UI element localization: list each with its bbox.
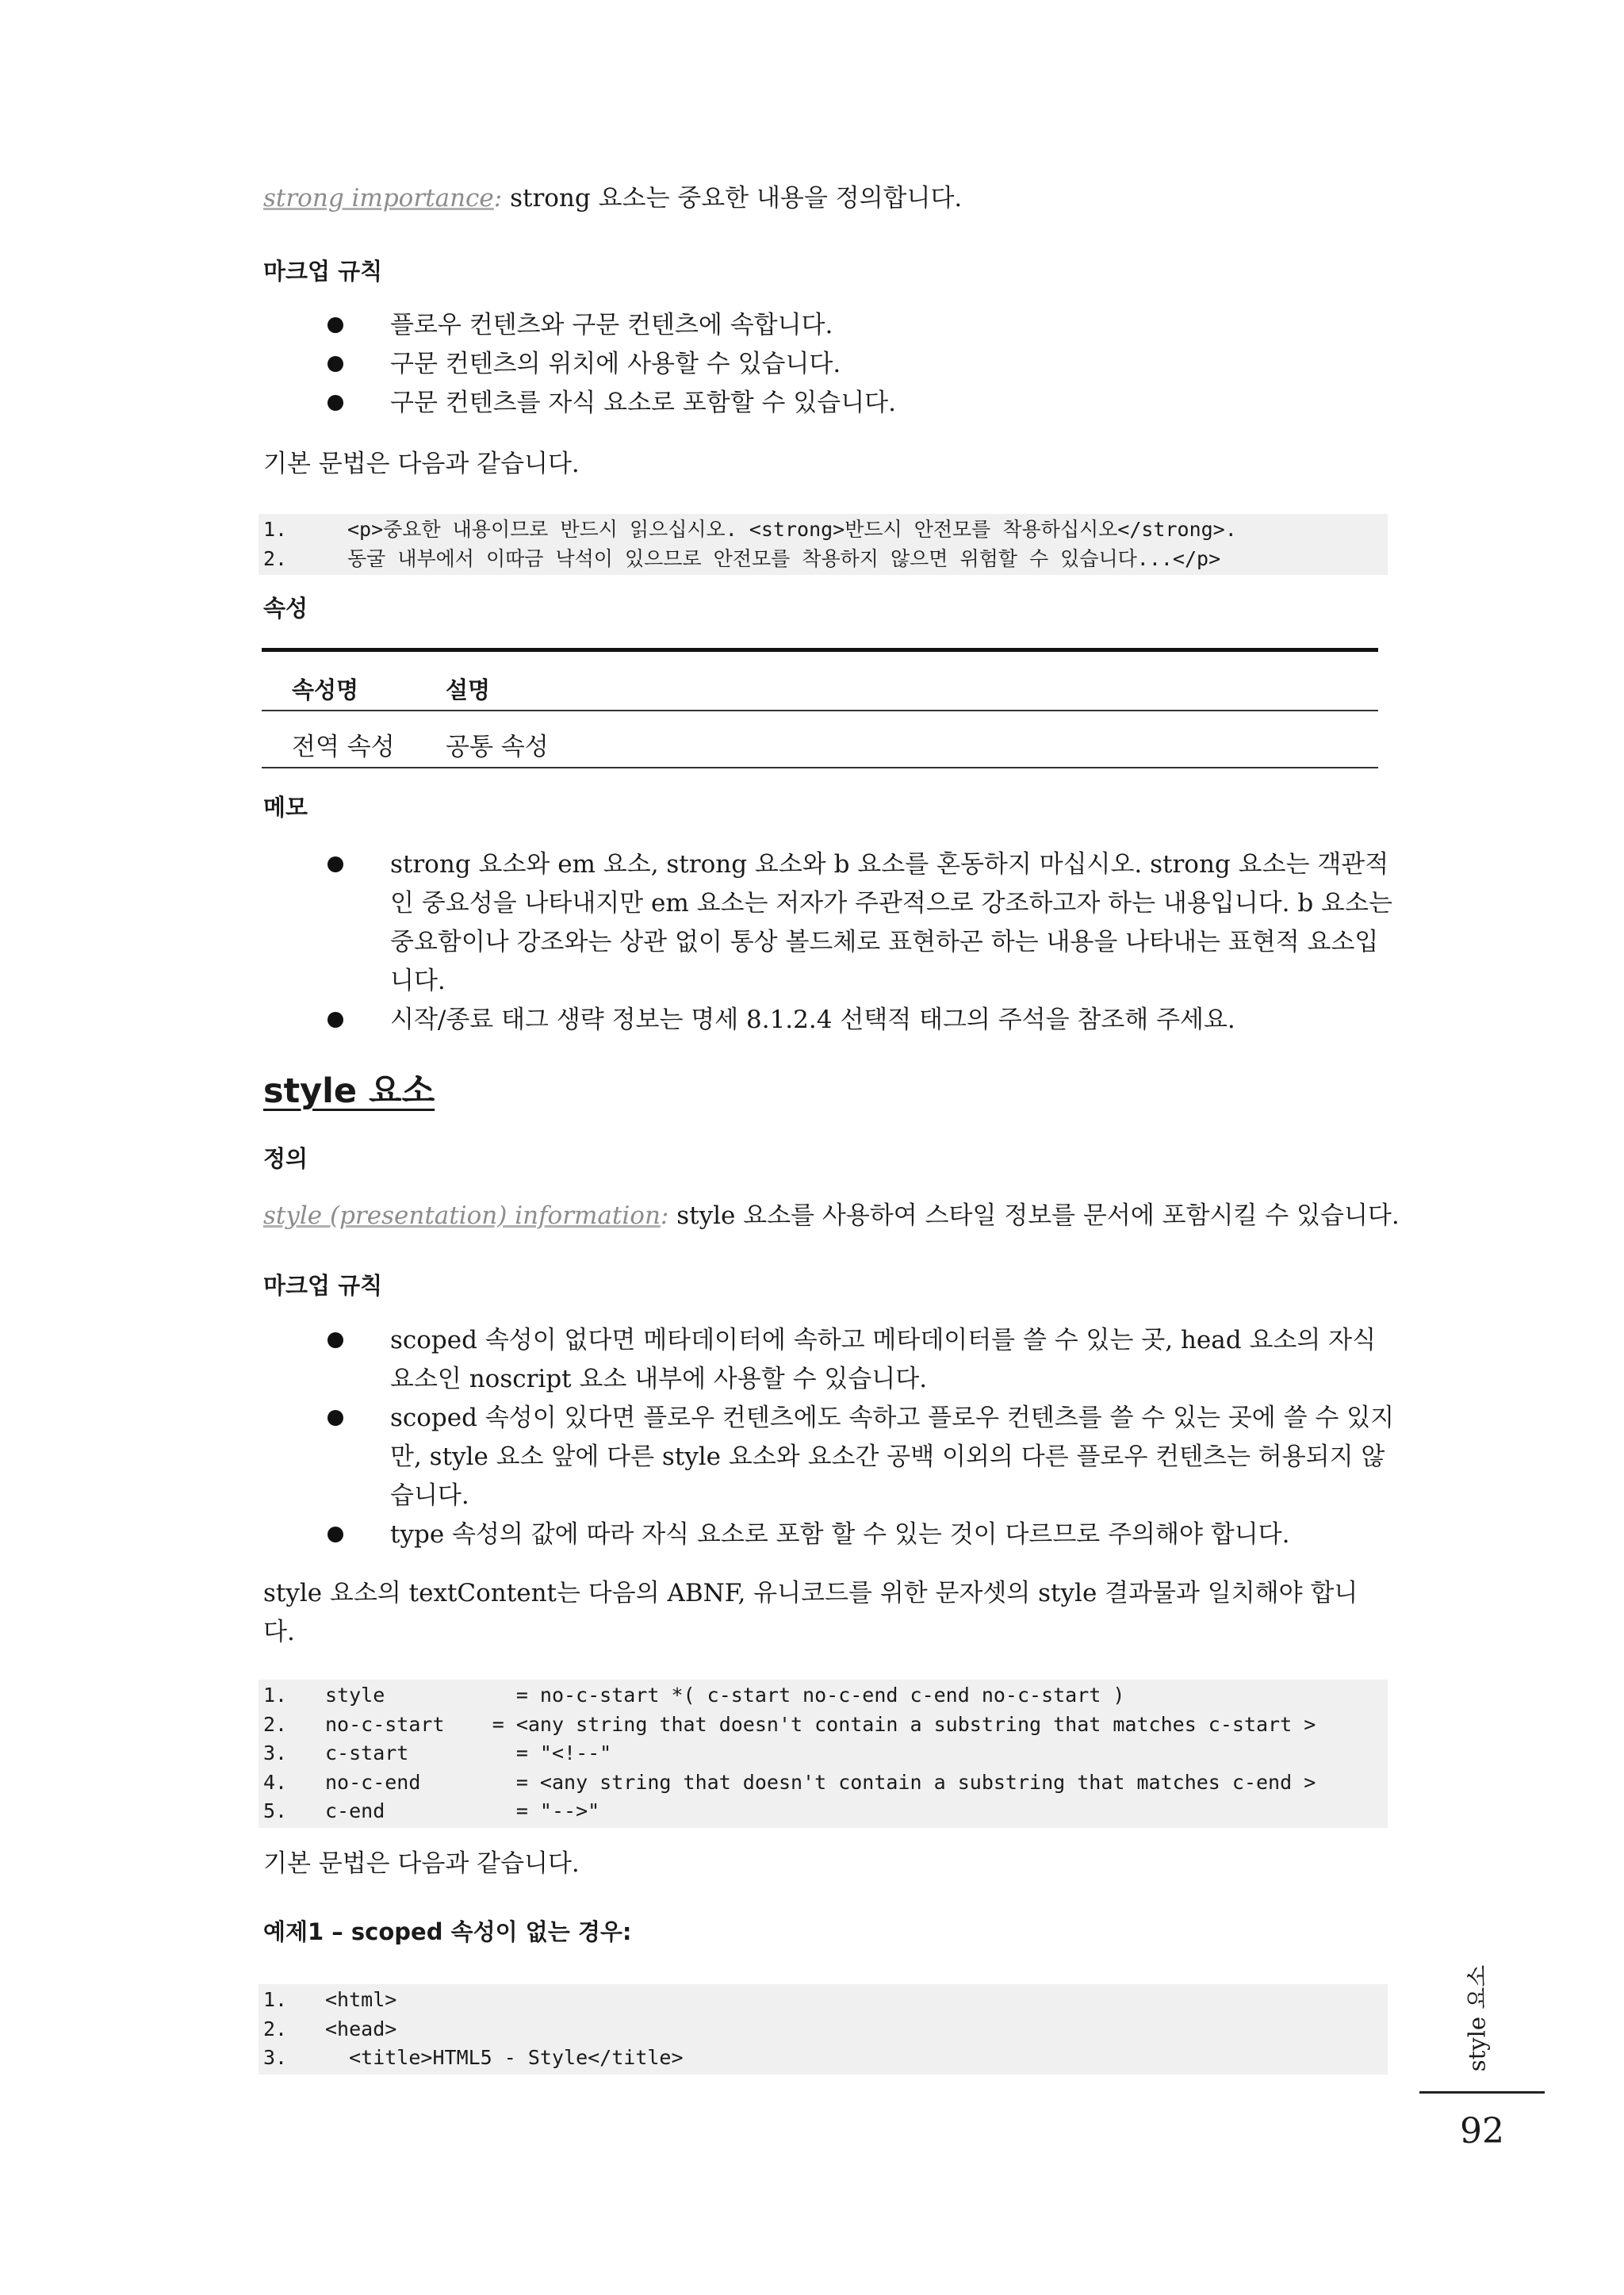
code-line: 5. c-end = "-->" bbox=[263, 1799, 600, 1822]
table-header-description: 설명 bbox=[446, 676, 491, 703]
bullet-icon bbox=[327, 856, 343, 872]
style-markup-heading: 마크업 규칙 bbox=[263, 1272, 383, 1299]
strong-memo-heading: 메모 bbox=[263, 794, 308, 821]
style-definition-heading: 정의 bbox=[263, 1145, 308, 1172]
table-bottom-rule bbox=[262, 767, 1378, 768]
bullet-icon bbox=[327, 317, 343, 333]
style-abnf-intro: style 요소의 textContent는 다음의 ABNF, 유니코드를 위한 문자셋의 style 결과물과 일치해야 합니다. bbox=[263, 1579, 1358, 1646]
strong-memo-list bbox=[317, 845, 1396, 1040]
code-line: 1. <html> bbox=[263, 1988, 397, 2011]
list-item: type 속성의 값에 따라 자식 요소로 포함 할 수 있는 것이 다르므로 주의해야 합니다. bbox=[317, 1515, 1396, 1554]
code-line: 2. 동굴 내부에서 이따금 낙석이 있으므로 안전모를 착용하지 않으면 위험할 수 있습니다...</p> bbox=[263, 546, 1221, 570]
code-line: 3. c-start = "<!--" bbox=[263, 1741, 612, 1764]
footer-rule bbox=[1419, 2091, 1545, 2094]
table-header-rule bbox=[262, 710, 1378, 711]
side-section-label-text: style 요소 bbox=[1463, 1964, 1491, 2072]
style-example-heading: 예제1 – scoped 속성이 없는 경우: bbox=[263, 1918, 632, 1945]
list-item: 플로우 컨텐츠와 구문 컨텐츠에 속합니다. bbox=[317, 306, 1396, 345]
bullet-icon bbox=[327, 1527, 343, 1542]
style-syntax-intro: 기본 문법은 다음과 같습니다. bbox=[263, 1849, 580, 1878]
code-line: 1. <p>중요한 내용이므로 반드시 읽으십시오. <strong>반드시 안전모를 착용하십시오</strong>. bbox=[263, 518, 1237, 541]
list-item: 구문 컨텐츠를 자식 요소로 포함할 수 있습니다. bbox=[317, 384, 1396, 423]
style-markup-rules bbox=[317, 1321, 1396, 1554]
strong-markup-rules bbox=[317, 306, 1396, 423]
bullet-icon bbox=[327, 1012, 343, 1028]
style-definition-colon: : bbox=[660, 1201, 669, 1230]
bullet-icon bbox=[327, 1410, 343, 1426]
code-line: 3. <title>HTML5 - Style</title> bbox=[263, 2046, 684, 2069]
strong-code-block bbox=[259, 514, 1388, 575]
strong-attributes-heading: 속성 bbox=[263, 595, 308, 622]
table-cell-description: 공통 속성 bbox=[446, 733, 549, 761]
bullet-icon bbox=[327, 356, 343, 372]
code-line: 2. <head> bbox=[263, 2017, 397, 2040]
style-definition bbox=[263, 1198, 1400, 1233]
list-item: 구문 컨텐츠의 위치에 사용할 수 있습니다. bbox=[317, 345, 1396, 384]
style-section-title: style 요소 bbox=[263, 1071, 435, 1111]
strong-definition bbox=[263, 181, 962, 216]
list-item: 시작/종료 태그 생략 정보는 명세 8.1.2.4 선택적 태그의 주석을 참조해 주세요. bbox=[317, 1001, 1396, 1040]
table-header-name: 속성명 bbox=[292, 676, 359, 703]
list-item: strong 요소와 em 요소, strong 요소와 b 요소를 혼동하지 마십시오. strong 요소는 객관적인 중요성을 나타내지만 em 요소는 저자가 주관적으로 강조하고자 하는 내용입니다. b 요소는 중요함이나 강조와는 상관 없이 통상 볼드체로 표현하곤 하는 내용을 나타내는 표현적 요소입니다. bbox=[317, 845, 1396, 1001]
style-definition-term: style (presentation) information bbox=[263, 1201, 661, 1230]
page-number: 92 bbox=[1460, 2111, 1504, 2151]
table-cell-name: 전역 속성 bbox=[292, 733, 395, 761]
style-abnf-code-block bbox=[259, 1680, 1388, 1828]
code-line: 1. style = no-c-start *( c-start no-c-end c-end no-c-start ) bbox=[263, 1684, 1125, 1707]
strong-syntax-intro: 기본 문법은 다음과 같습니다. bbox=[263, 450, 580, 478]
code-line: 2. no-c-start = <any string that doesn't contain a substring that matches c-start > bbox=[263, 1712, 1316, 1736]
style-example-code-block bbox=[259, 1984, 1388, 2075]
strong-markup-heading: 마크업 규칙 bbox=[263, 258, 383, 285]
strong-definition-text: strong 요소는 중요한 내용을 정의합니다. bbox=[502, 184, 963, 213]
strong-definition-term: strong importance bbox=[263, 184, 494, 213]
list-item: scoped 속성이 없다면 메타데이터에 속하고 메타데이터를 쓸 수 있는 곳, head 요소의 자식 요소인 noscript 요소 내부에 사용할 수 있습니다. bbox=[317, 1321, 1396, 1399]
list-item: scoped 속성이 있다면 플로우 컨텐츠에도 속하고 플로우 컨텐츠를 쓸 수 있는 곳에 쓸 수 있지만, style 요소 앞에 다른 style 요소와 요소간 공백 이외의 다른 플로우 컨텐츠는 허용되지 않습니다. bbox=[317, 1399, 1396, 1515]
strong-definition-colon: : bbox=[493, 184, 503, 213]
bullet-icon bbox=[327, 1332, 343, 1348]
style-definition-text: style 요소를 사용하여 스타일 정보를 문서에 포함시킬 수 있습니다. bbox=[668, 1201, 1400, 1230]
table-top-rule bbox=[262, 648, 1378, 652]
side-section-label bbox=[1450, 1959, 1502, 2078]
bullet-icon bbox=[327, 395, 343, 411]
code-line: 4. no-c-end = <any string that doesn't contain a substring that matches c-end > bbox=[263, 1770, 1316, 1794]
